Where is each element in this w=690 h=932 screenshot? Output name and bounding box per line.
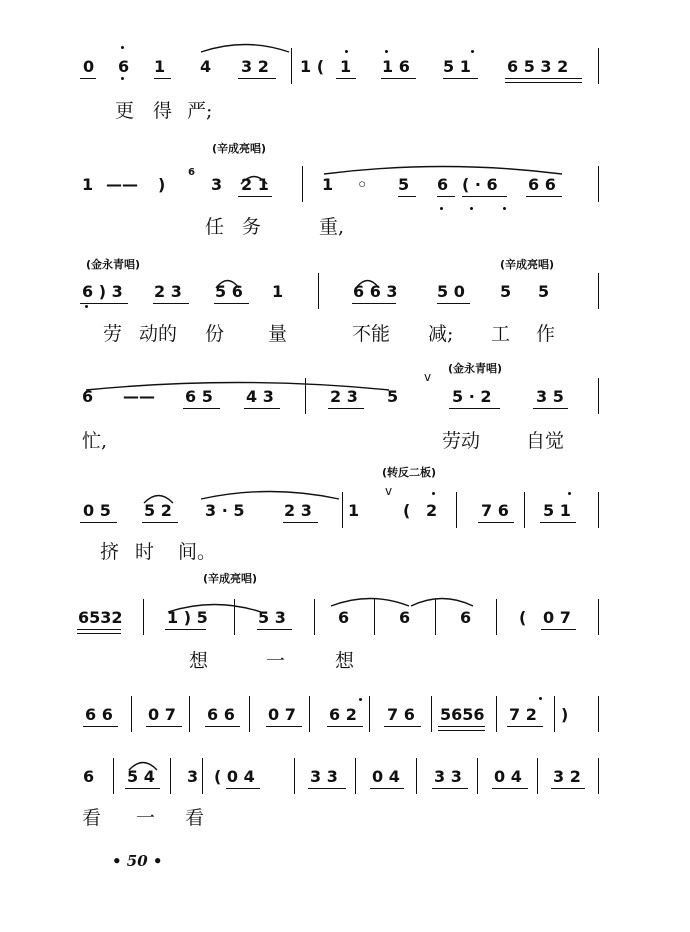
lyric-text: 减;	[428, 323, 454, 345]
beam-underline	[244, 408, 280, 409]
notation-token: 0 4	[372, 767, 400, 786]
notation-token: ◦	[357, 175, 368, 194]
notation-token: 3 · 5	[205, 501, 245, 520]
notation-token: 1	[340, 57, 352, 76]
beam-underline	[80, 78, 96, 79]
lyric-text: 看	[82, 807, 102, 829]
notation-token: 0 7	[543, 608, 571, 627]
slur-arc	[330, 594, 410, 608]
notation-token: 6 6 3	[353, 282, 398, 301]
notation-token: 6	[437, 175, 449, 194]
beam-underline	[443, 78, 478, 79]
barline	[598, 492, 599, 528]
beam-underline	[398, 196, 416, 197]
notation-token: 3 3	[434, 767, 462, 786]
beam-underline	[381, 78, 416, 79]
lyric-text: 想	[189, 650, 209, 672]
lyric-text: 作	[536, 323, 556, 345]
notation-token: )	[158, 175, 166, 194]
lyric-text: 一	[266, 650, 286, 672]
notation-token: 5 6	[215, 282, 243, 301]
slur-arc	[410, 594, 474, 608]
octave-dot	[385, 50, 388, 53]
octave-dot	[121, 46, 124, 49]
beam-underline	[449, 408, 500, 409]
notation-token: 4	[200, 57, 212, 76]
barline	[554, 696, 555, 732]
grace-note: 6	[188, 167, 195, 178]
octave-dot	[85, 305, 88, 308]
beam-underline	[266, 726, 302, 727]
beam-underline	[238, 78, 276, 79]
lyric-text: 时	[135, 541, 155, 563]
beam-underline	[77, 629, 121, 630]
slur-arc	[143, 491, 174, 505]
lyric-text: 更	[115, 100, 135, 122]
beam-underline	[505, 78, 582, 79]
notation-token: 5	[500, 282, 512, 301]
barline	[524, 492, 525, 528]
beam-underline	[257, 629, 292, 630]
notation-token: (	[519, 608, 527, 627]
lyric-text: 一	[136, 807, 156, 829]
slur-arc	[85, 378, 390, 392]
lyric-text: 重,	[319, 216, 345, 238]
notation-token: 4 3	[246, 387, 274, 406]
beam-underline	[327, 726, 363, 727]
notation-token: 6 6	[528, 175, 556, 194]
barline	[598, 696, 599, 732]
barline	[189, 696, 190, 732]
octave-dot	[539, 697, 542, 700]
notation-token: 1 (	[300, 57, 325, 76]
lyric-text: 间。	[178, 541, 217, 563]
beam-underline	[153, 303, 189, 304]
octave-dot	[503, 207, 506, 210]
notation-token: 6	[83, 767, 95, 786]
beam-underline	[507, 726, 543, 727]
barline	[496, 599, 497, 635]
beam-underline	[80, 303, 128, 304]
barline	[598, 273, 599, 309]
notation-token: 5	[538, 282, 550, 301]
lyric-text: 份	[205, 323, 225, 345]
beam-underline	[336, 78, 356, 79]
barline	[598, 599, 599, 635]
notation-token: 6	[118, 57, 130, 76]
notation-token: 3	[187, 767, 199, 786]
beam-underline	[370, 788, 404, 789]
slur-arc	[167, 600, 262, 614]
beam-underline	[432, 788, 468, 789]
lyric-text: 看	[185, 807, 205, 829]
notation-token: 7 2	[509, 705, 537, 724]
beam-underline	[308, 788, 346, 789]
notation-token: 6 5	[185, 387, 213, 406]
notation-token: 6 ) 3	[82, 282, 123, 301]
notation-token: 7 6	[387, 705, 415, 724]
barline	[170, 758, 171, 794]
notation-token: 5 4	[127, 767, 155, 786]
lyric-text: 务	[242, 216, 262, 238]
octave-dot	[432, 492, 435, 495]
octave-dot	[359, 698, 362, 701]
beam-underline	[352, 303, 396, 304]
barline	[113, 758, 114, 794]
lyric-text: 劳	[103, 323, 123, 345]
notation-token: 1	[272, 282, 284, 301]
notation-token: 6 2	[329, 705, 357, 724]
lyric-text: 量	[268, 323, 288, 345]
lyric-text: 自觉	[526, 430, 565, 452]
breath-mark: v	[385, 484, 393, 498]
notation-token: 6	[338, 608, 350, 627]
notation-token: 5 1	[543, 501, 571, 520]
lyric-text: 工	[491, 323, 511, 345]
notation-token: 5	[398, 175, 410, 194]
notation-token: 3 3	[310, 767, 338, 786]
octave-dot	[471, 50, 474, 53]
notation-token: 6532	[78, 608, 123, 627]
notation-token: 3	[211, 175, 223, 194]
beam-underline	[80, 522, 117, 523]
notation-token: 6	[399, 608, 411, 627]
notation-token: ( 0 4	[214, 767, 255, 786]
lyric-text: 任	[205, 216, 225, 238]
octave-dot	[440, 207, 443, 210]
lyric-text: 想	[335, 650, 355, 672]
notation-token: 1	[154, 57, 166, 76]
lyric-text: 忙,	[82, 430, 108, 452]
barline	[598, 378, 599, 414]
octave-dot	[121, 77, 124, 80]
barline	[456, 492, 457, 528]
barline	[355, 758, 356, 794]
notation-token: 6 5 3 2	[507, 57, 569, 76]
barline	[131, 696, 132, 732]
lyric-text: 动的	[139, 323, 178, 345]
notation-token: 6	[82, 387, 94, 406]
notation-token: ( · 6	[462, 175, 498, 194]
beam-underline	[438, 730, 485, 731]
notation-token: 1	[322, 175, 334, 194]
notation-token: 0 7	[268, 705, 296, 724]
beam-underline	[437, 303, 470, 304]
singer-annotation: (转反二板)	[382, 466, 437, 479]
slur-arc	[200, 40, 290, 54]
notation-token: 3 5	[536, 387, 564, 406]
barline	[598, 166, 599, 202]
beam-underline	[125, 788, 160, 789]
beam-underline	[551, 788, 585, 789]
beam-underline	[183, 408, 220, 409]
notation-token: ——	[106, 175, 138, 194]
beam-underline	[462, 196, 507, 197]
notation-token: 6 6	[85, 705, 113, 724]
beam-underline	[142, 522, 178, 523]
beam-underline	[492, 788, 528, 789]
slur-arc	[355, 276, 380, 290]
barline	[496, 696, 497, 732]
barline	[598, 48, 599, 84]
barline	[537, 758, 538, 794]
octave-dot	[470, 207, 473, 210]
beam-underline	[541, 629, 576, 630]
singer-annotation: (金永青唱)	[86, 258, 141, 271]
barline	[369, 696, 370, 732]
slur-arc	[215, 276, 240, 290]
notation-token: 5 0	[437, 282, 465, 301]
slur-arc	[200, 487, 340, 501]
notation-token: 5	[387, 387, 399, 406]
slur-arc	[128, 758, 158, 772]
barline	[314, 599, 315, 635]
notation-token: 1	[82, 175, 94, 194]
beam-underline	[77, 633, 121, 634]
beam-underline	[154, 78, 171, 79]
barline	[291, 48, 292, 84]
singer-annotation: (辛成亮唱)	[500, 258, 555, 271]
notation-token: 0 5	[83, 501, 111, 520]
notation-token: 5 2	[144, 501, 172, 520]
notation-token: 5656	[440, 705, 485, 724]
beam-underline	[526, 196, 562, 197]
notation-token: 1	[348, 501, 360, 520]
notation-token: 2 3	[330, 387, 358, 406]
beam-underline	[437, 196, 455, 197]
beam-underline	[226, 788, 260, 789]
barline	[309, 696, 310, 732]
beam-underline	[214, 303, 249, 304]
notation-token: 2 1	[241, 175, 269, 194]
beam-underline	[146, 726, 182, 727]
barline	[598, 758, 599, 794]
singer-annotation: (金永青唱)	[448, 362, 503, 375]
barline	[477, 758, 478, 794]
beam-underline	[83, 726, 118, 727]
beam-underline	[205, 726, 240, 727]
lyric-text: 劳动	[442, 430, 481, 452]
lyric-text: 得	[153, 100, 173, 122]
notation-token: 6 6	[207, 705, 235, 724]
beam-underline	[478, 522, 514, 523]
page-number: • 50 •	[112, 852, 163, 870]
breath-mark: v	[424, 370, 432, 384]
slur-arc	[240, 172, 268, 186]
notation-token: )	[561, 705, 569, 724]
beam-underline	[165, 629, 206, 630]
barline	[302, 166, 303, 202]
notation-token: 1 ) 5	[167, 608, 208, 627]
octave-dot	[345, 50, 348, 53]
beam-underline	[505, 82, 582, 83]
notation-token: 0	[83, 57, 95, 76]
notation-token: 2	[426, 501, 438, 520]
barline	[318, 273, 319, 309]
beam-underline	[283, 522, 318, 523]
notation-token: 5 · 2	[452, 387, 492, 406]
beam-underline	[540, 522, 576, 523]
lyric-text: 严;	[187, 100, 213, 122]
beam-underline	[384, 726, 421, 727]
notation-token: 5 1	[443, 57, 471, 76]
notation-token: 0 4	[494, 767, 522, 786]
notation-token: 2 3	[154, 282, 182, 301]
singer-annotation: (辛成亮唱)	[212, 142, 267, 155]
notation-token: ——	[123, 387, 155, 406]
beam-underline	[328, 408, 364, 409]
notation-token: 1 6	[382, 57, 410, 76]
lyric-text: 不能	[352, 323, 391, 345]
barline	[294, 758, 295, 794]
notation-token: 2 3	[284, 501, 312, 520]
barline	[202, 758, 203, 794]
notation-token: 6	[460, 608, 472, 627]
singer-annotation: (辛成亮唱)	[203, 572, 258, 585]
notation-token: 7 6	[481, 501, 509, 520]
barline	[416, 758, 417, 794]
beam-underline	[438, 726, 485, 727]
slur-arc	[323, 162, 563, 176]
barline	[143, 599, 144, 635]
barline	[249, 696, 250, 732]
octave-dot	[568, 492, 571, 495]
barline	[431, 696, 432, 732]
notation-token: 0 7	[148, 705, 176, 724]
barline	[342, 492, 343, 528]
notation-token: 5 3	[258, 608, 286, 627]
beam-underline	[533, 408, 568, 409]
lyric-text: 挤	[100, 541, 120, 563]
notation-token: 3 2	[553, 767, 581, 786]
notation-token: (	[403, 501, 411, 520]
notation-token: 3 2	[241, 57, 269, 76]
beam-underline	[238, 196, 272, 197]
